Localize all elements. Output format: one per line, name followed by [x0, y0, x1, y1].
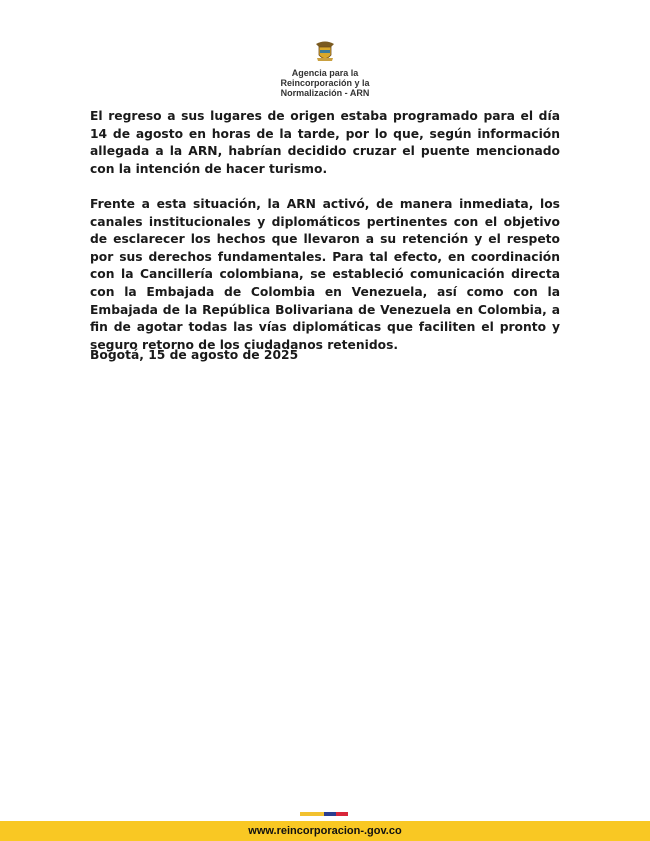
- footer-bar: [0, 821, 650, 841]
- org-name-line: Normalización - ARN: [280, 88, 370, 98]
- flag-stripe: [300, 812, 348, 816]
- paragraph: El regreso a sus lugares de origen estaba programado para el día 14 de agosto en horas de la tarde, por lo que, según información allegada a la ARN, habrían decidido cruzar el puente mencionado con la intención de hacer turismo.: [90, 109, 560, 176]
- org-name-line: Reincorporación y la: [280, 78, 370, 88]
- header-logo: [0, 40, 650, 98]
- org-name-line: Agencia para la: [291, 68, 359, 78]
- document-date: Bogotá, 15 de agosto de 2025: [90, 348, 299, 362]
- document-body: [90, 108, 560, 372]
- org-name: [0, 68, 650, 98]
- paragraph: Frente a esta situación, la ARN activó, de manera inmediata, los canales institucionales y diplomáticos pertinentes con el objetivo de esclarecer los hechos que llevaron a su retención y el respeto por sus derechos fundamentales. Para tal efecto, en coordinación con la Cancillería colombiana, se estableció comunicación directa con la Embajada de Colombia en Venezuela, así como con la Embajada de la República Bolivariana de Venezuela en Colombia, a fin de agotar todas las vías diplomáticas que faciliten el pronto y seguro retorno de los ciudadanos retenidos.: [90, 196, 560, 352]
- website-link[interactable]: www.reincorporacion-.gov.co: [248, 825, 402, 837]
- coat-of-arms-icon: [314, 40, 336, 64]
